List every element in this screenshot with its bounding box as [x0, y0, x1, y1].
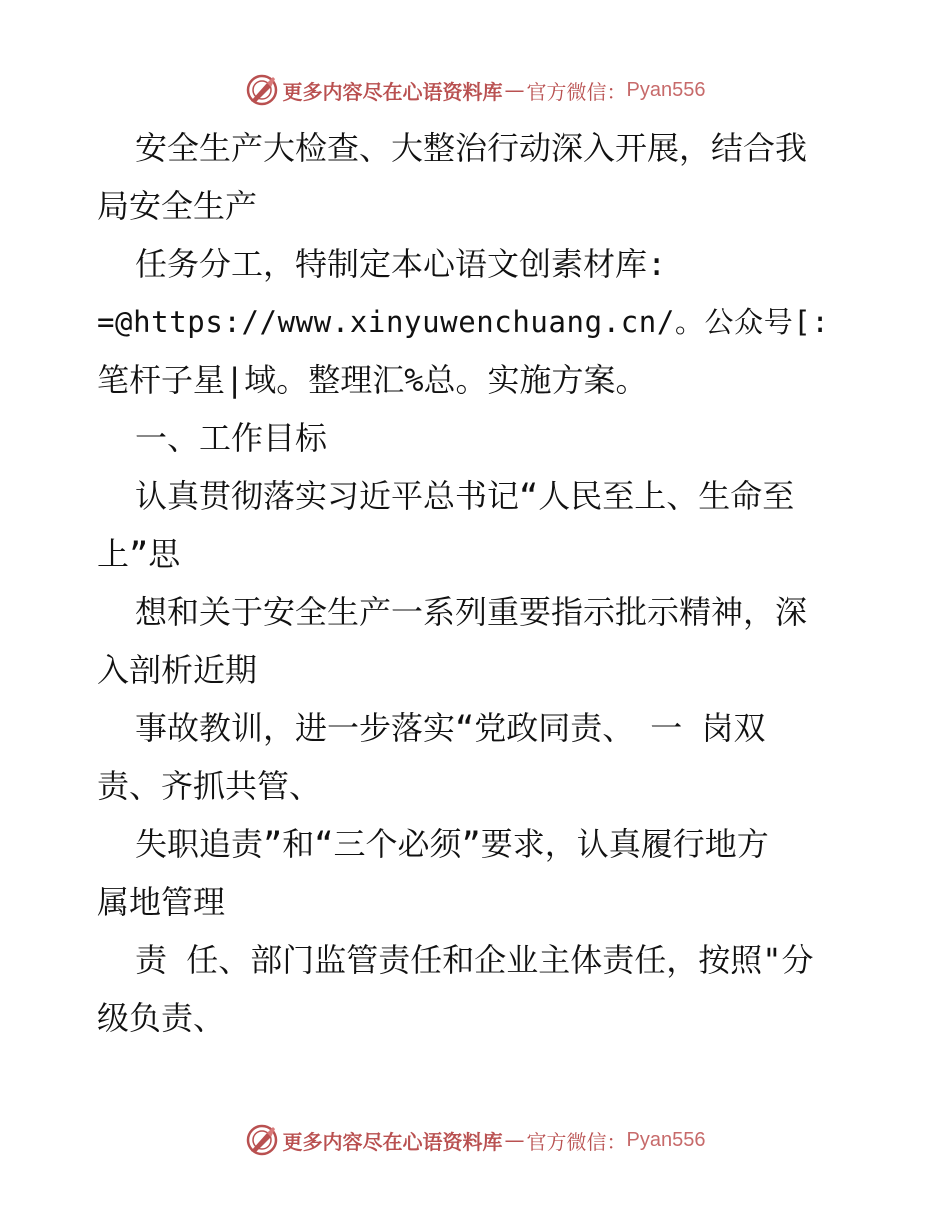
section-heading: 一、工作目标: [135, 419, 328, 457]
text-line: 级负责、: [97, 999, 226, 1037]
banner-text: 更多内容尽在心语资料库: [282, 79, 503, 104]
text-line: 责、齐抓共管、: [97, 767, 322, 805]
banner-wechat-label: 官方微信：: [526, 79, 627, 104]
pen-logo-icon: [245, 1123, 279, 1157]
banner-wechat-label: 官方微信：: [526, 1129, 627, 1154]
text-line: 属地管理: [97, 883, 226, 921]
text-line: 笔杆子星|域。整理汇%总。实施方案。: [97, 361, 648, 399]
text-line: 安全生产大检查、大整治行动深入开展，结合我: [135, 129, 808, 167]
text-line: 想和关于安全生产一系列重要指示批示精神，深: [135, 593, 808, 631]
banner-wechat-id: Pyan556: [626, 1128, 706, 1151]
banner-wechat-id: Pyan556: [626, 78, 706, 101]
pen-logo-icon: [245, 73, 279, 107]
text-line: 认真贯彻落实习近平总书记“人民至上、生命至: [135, 477, 795, 515]
document-body: [97, 119, 857, 1047]
banner-dash: —: [504, 78, 525, 102]
banner-text: 更多内容尽在心语资料库: [282, 1129, 503, 1154]
text-line: 责 任、部门监管责任和企业主体责任，按照"分: [135, 941, 814, 979]
header-banner: [0, 70, 950, 110]
text-line: 局安全生产: [97, 187, 258, 225]
footer-banner: [0, 1120, 950, 1160]
text-line: 上”思: [97, 535, 181, 573]
text-line: 入剖析近期: [97, 651, 258, 689]
text-line: 事故教训，进一步落实“党政同责、 一 岗双: [135, 709, 766, 747]
text-line-url: =@https://www.xinyuwenchuang.cn/。公众号[:: [97, 305, 830, 339]
banner-dash: —: [504, 1128, 525, 1152]
text-line: 失职追责”和“三个必须”要求，认真履行地方: [135, 825, 769, 863]
text-line: 任务分工，特制定本心语文创素材库:: [135, 245, 667, 283]
